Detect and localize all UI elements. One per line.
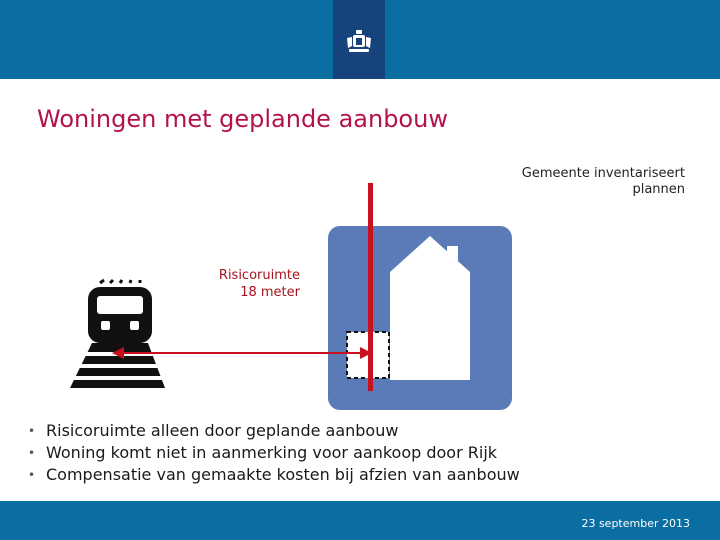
annotation-note: Gemeente inventariseert plannen <box>521 166 685 197</box>
bullet-item: • Woning komt niet in aanmerking voor aankoop door Rijk <box>28 442 520 464</box>
train-icon <box>70 280 166 388</box>
bullet-item: • Compensatie van gemaakte kosten bij afzien van aanbouw <box>28 464 520 486</box>
risk-boundary-line <box>368 183 373 391</box>
slide-title: Woningen met geplande aanbouw <box>37 105 448 133</box>
footer-date: 23 september 2013 <box>581 517 690 530</box>
risk-zone-label: Risicoruimte 18 meter <box>218 268 300 300</box>
bullet-list <box>28 420 520 486</box>
bullet-item: • Risicoruimte alleen door geplande aanbouw <box>28 420 520 442</box>
